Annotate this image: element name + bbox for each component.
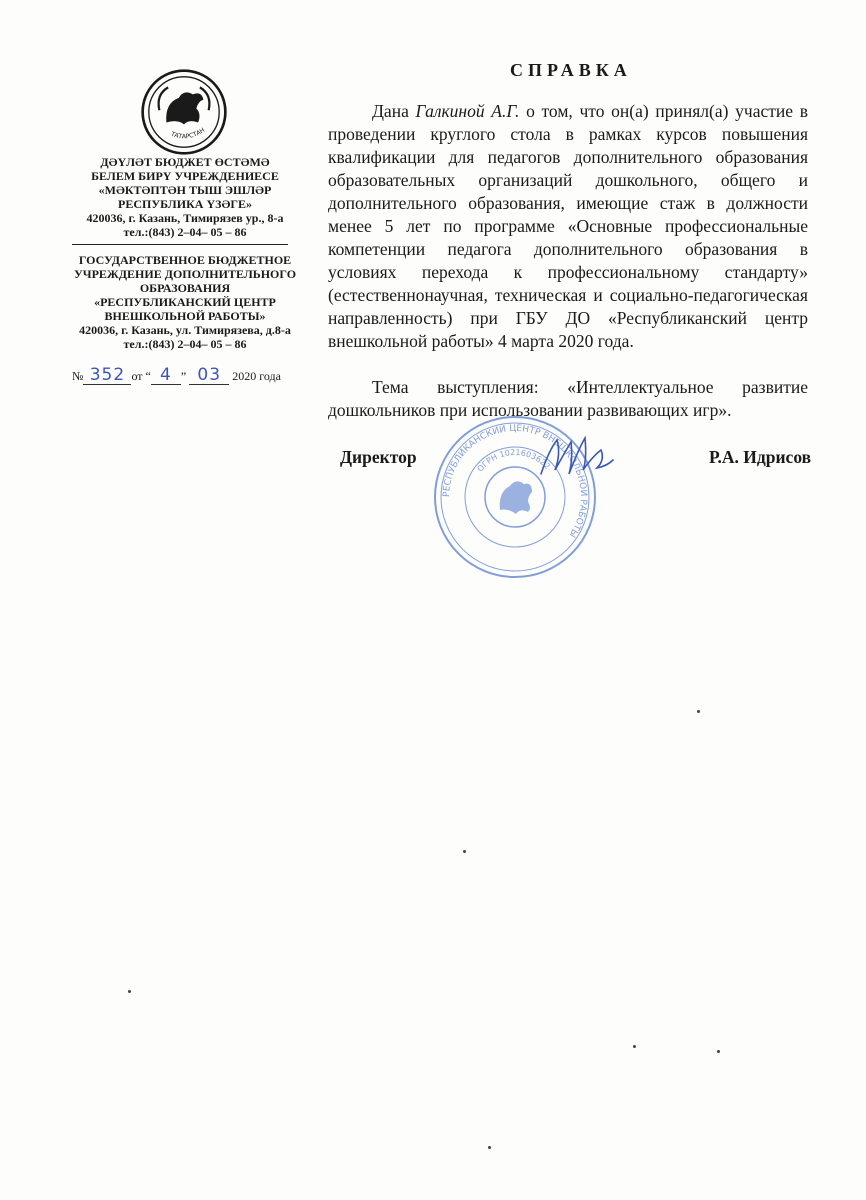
scan-speck <box>633 1045 636 1048</box>
org-line: БЕЛЕМ БИРҮ УЧРЕЖДЕНИЕСЕ <box>91 169 279 183</box>
header-divider <box>72 244 288 245</box>
registration-number: 352 <box>83 366 131 385</box>
from-label: от “ <box>131 369 151 383</box>
scan-speck <box>128 990 131 993</box>
org-line: ДӘҮЛӘТ БЮДЖЕТ ӨСТӘМӘ <box>100 155 270 169</box>
body-paragraph <box>328 100 808 353</box>
org-header-tatar <box>60 155 310 239</box>
org-line: «МӘКТӘПТӘН ТЫШ ЭШЛӘР <box>98 183 272 197</box>
scan-speck <box>488 1146 491 1149</box>
stamp-inner-text: ОГРН 1021603622 <box>475 447 552 474</box>
registration-month: 03 <box>189 366 229 385</box>
director-name: Р.А. Идрисов <box>709 447 812 467</box>
number-prefix: № <box>72 369 84 383</box>
emblem-label: ТАТАРСТАН <box>169 126 207 141</box>
org-line: РЕСПУБЛИКА ҮЗӘГЕ» <box>118 197 252 211</box>
org-header-russian <box>60 253 310 351</box>
svg-text:ТАТАРСТАН <box>169 127 207 141</box>
year-label: 2020 года <box>232 369 281 383</box>
org-line: ВНЕШКОЛЬНОЙ РАБОТЫ» <box>104 309 266 323</box>
document-body <box>328 100 808 422</box>
registration-day: 4 <box>151 366 181 385</box>
scan-speck <box>463 850 466 853</box>
org-line: ОБРАЗОВАНИЯ <box>139 281 231 295</box>
director-title: Директор <box>340 447 417 467</box>
org-line: ГОСУДАРСТВЕННОЕ БЮДЖЕТНОЕ <box>78 253 292 267</box>
document-title: СПРАВКА <box>510 60 632 80</box>
quote-close: ” <box>180 369 187 383</box>
speech-topic-paragraph: Тема выступления: «Интеллектуальное развитие дошкольников при использовании развивающих игр». <box>328 377 808 420</box>
handwritten-signature <box>535 430 615 480</box>
person-name: Галкиной А.Г. <box>415 101 520 121</box>
registration-line <box>72 366 312 385</box>
scan-speck <box>697 710 700 713</box>
scan-speck <box>717 1050 720 1053</box>
stamp-outer-text: РЕСПУБЛИКАНСКИЙ ЦЕНТР ВНЕШКОЛЬНОЙ РАБОТЫ <box>441 423 589 539</box>
org-address: 420036, г. Казань, Тимирязев ур., 8-а <box>86 211 284 225</box>
org-line: «РЕСПУБЛИКАНСКИЙ ЦЕНТР <box>94 295 276 309</box>
para1-lead: Дана <box>372 101 416 121</box>
org-phone: тел.:(843) 2–04– 05 – 86 <box>123 225 247 239</box>
tatarstan-emblem-icon <box>140 68 228 156</box>
org-address: 420036, г. Казань, ул. Тимирязева, д.8-а <box>79 323 291 337</box>
org-phone: тел.:(843) 2–04– 05 – 86 <box>123 337 247 351</box>
para1-rest: о том, что он(а) принял(а) участие в проведении круглого стола в рамках курсов повышения квалификации для педагогов дополнительного образования образовательных организаций дошкольного, общего и дополнительного образования, имеющие стаж в должности менее 5 лет по программе «Основные профессиональные компетенции педагога дополнительного образования в условиях перехода к профессиональному стандарту» (естественнонаучная, техническая и социально-педагогическая направленность) при ГБУ ДО «Республиканский центр внешкольной работы» 4 марта 2020 года. <box>328 101 808 351</box>
org-line: УЧРЕЖДЕНИЕ ДОПОЛНИТЕЛЬНОГО <box>73 267 297 281</box>
